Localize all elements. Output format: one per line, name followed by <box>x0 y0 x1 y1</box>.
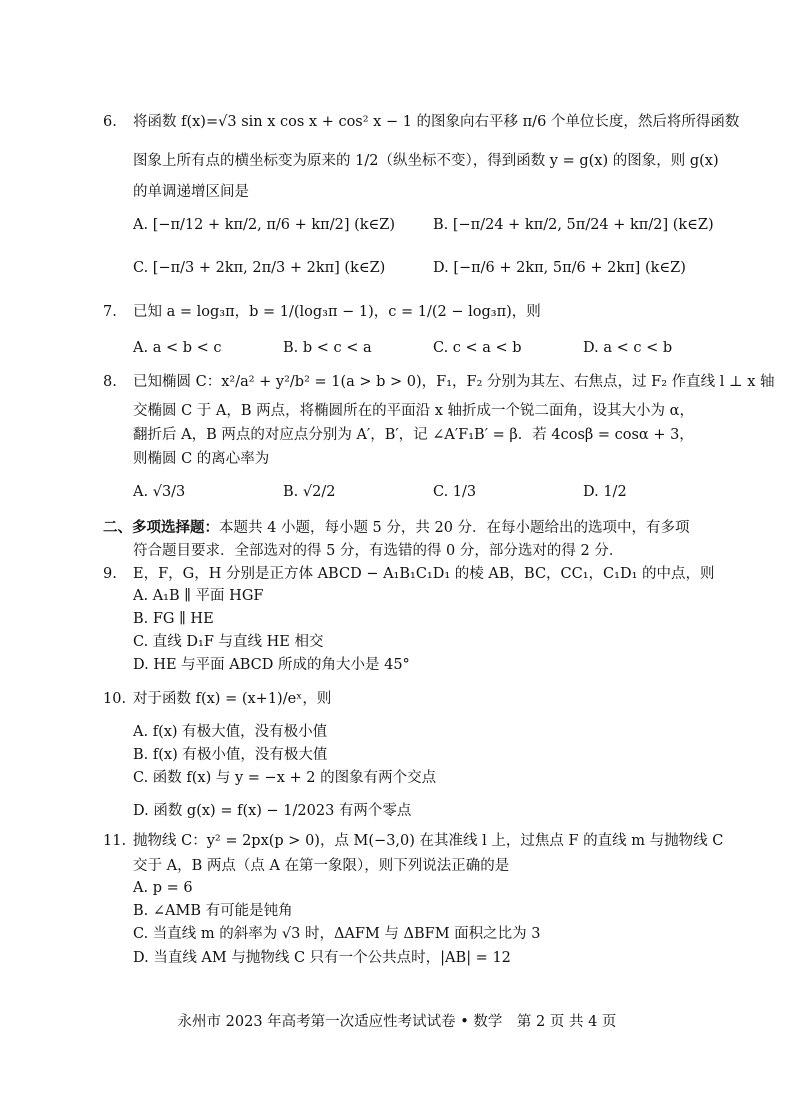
question-11-option-a: A. p = 6 <box>133 880 193 896</box>
question-9-option-c: C. 直线 D₁F 与直线 HE 相交 <box>133 634 324 650</box>
question-11-number: 11. <box>103 833 127 849</box>
question-10-option-d: D. 函数 g(x) = f(x) − 1/2023 有两个零点 <box>133 803 412 819</box>
question-8-line-4: 则椭圆 C 的离心率为 <box>133 451 270 467</box>
question-9-number: 9. <box>103 566 117 582</box>
question-10-line-1: 对于函数 f(x) = (x+1)/eˣ，则 <box>133 691 332 707</box>
question-10-number: 10. <box>103 691 127 707</box>
section-2-intro-2: 符合题目要求．全部选对的得 5 分，有选错的得 0 分，部分选对的得 2 分． <box>133 543 624 559</box>
question-11-line-1: 抛物线 C：y² = 2px(p > 0)，点 M(−3,0) 在其准线 l 上，过焦点 F 的直线 m 与抛物线 C <box>133 833 724 849</box>
question-10-option-b: B. f(x) 有极小值，没有极大值 <box>133 747 328 763</box>
option-d: D. a < c < b <box>583 340 673 356</box>
option-c: C. [−π/3 + 2kπ, 2π/3 + 2kπ] (k∈Z) <box>133 260 386 276</box>
option-c: C. 1/3 <box>433 484 477 500</box>
option-b: B. √2/2 <box>283 484 336 500</box>
question-11-option-c: C. 当直线 m 的斜率为 √3 时，ΔAFM 与 ΔBFM 面积之比为 3 <box>133 926 541 942</box>
option-c: C. c < a < b <box>433 340 522 356</box>
question-9-option-a: A. A₁B ∥ 平面 HGF <box>133 588 264 604</box>
question-6-number: 6. <box>103 114 117 130</box>
section-2-title: 二、多项选择题： <box>103 519 219 536</box>
question-11-line-2: 交于 A，B 两点（点 A 在第一象限），则下列说法正确的是 <box>133 858 510 874</box>
section-2-heading <box>103 518 690 538</box>
option-a: A. [−π/12 + kπ/2, π/6 + kπ/2] (k∈Z) <box>133 217 395 233</box>
question-9-option-d: D. HE 与平面 ABCD 所成的角大小是 45° <box>133 657 410 673</box>
question-9-option-b: B. FG ∥ HE <box>133 611 214 627</box>
question-9-line-1: E，F，G，H 分别是正方体 ABCD − A₁B₁C₁D₁ 的棱 AB，BC，CC₁，C₁D₁ 的中点，则 <box>133 566 715 582</box>
option-d: D. [−π/6 + 2kπ, 5π/6 + 2kπ] (k∈Z) <box>433 260 686 276</box>
question-8-line-2: 交椭圆 C 于 A，B 两点，将椭圆所在的平面沿 x 轴折成一个锐二面角，设其大小为 α， <box>133 403 694 419</box>
option-a: A. √3/3 <box>133 484 186 500</box>
question-11-option-d: D. 当直线 AM 与抛物线 C 只有一个公共点时，|AB| = 12 <box>133 950 511 966</box>
question-6-line-2: 图象上所有点的横坐标变为原来的 1/2（纵坐标不变），得到函数 y = g(x) 的图象，则 g(x) <box>133 153 719 169</box>
question-11-option-b: B. ∠AMB 有可能是钝角 <box>133 903 293 919</box>
question-10-option-a: A. f(x) 有极大值，没有极小值 <box>133 724 328 740</box>
question-6-line-1: 将函数 f(x)=√3 sin x cos x + cos² x − 1 的图象向右平移 π/6 个单位长度，然后将所得函数 <box>133 114 740 130</box>
question-8-line-3: 翻折后 A，B 两点的对应点分别为 A′，B′，记 ∠A′F₁B′ = β．若 4cosβ = cosα + 3， <box>133 427 694 443</box>
question-7-line-1: 已知 a = log₃π，b = 1/(log₃π − 1)，c = 1/(2 − log₃π)，则 <box>133 304 541 320</box>
option-d: D. 1/2 <box>583 484 627 500</box>
page-footer: 永州市 2023 年高考第一次适应性考试试卷 • 数学 第 2 页 共 4 页 <box>177 1014 617 1030</box>
question-6-line-3: 的单调递增区间是 <box>133 184 249 200</box>
option-b: B. [−π/24 + kπ/2, 5π/24 + kπ/2] (k∈Z) <box>433 217 714 233</box>
question-8-line-1: 已知椭圆 C：x²/a² + y²/b² = 1(a > b > 0)，F₁，F₂ 分别为其左、右焦点，过 F₂ 作直线 l ⊥ x 轴 <box>133 374 775 390</box>
option-b: B. b < c < a <box>283 340 372 356</box>
option-a: A. a < b < c <box>133 340 222 356</box>
question-7-number: 7. <box>103 304 117 320</box>
section-2-intro-1: 本题共 4 小题，每小题 5 分，共 20 分．在每小题给出的选项中，有多项 <box>219 520 690 536</box>
question-8-number: 8. <box>103 374 117 390</box>
question-10-option-c: C. 函数 f(x) 与 y = −x + 2 的图象有两个交点 <box>133 770 437 786</box>
